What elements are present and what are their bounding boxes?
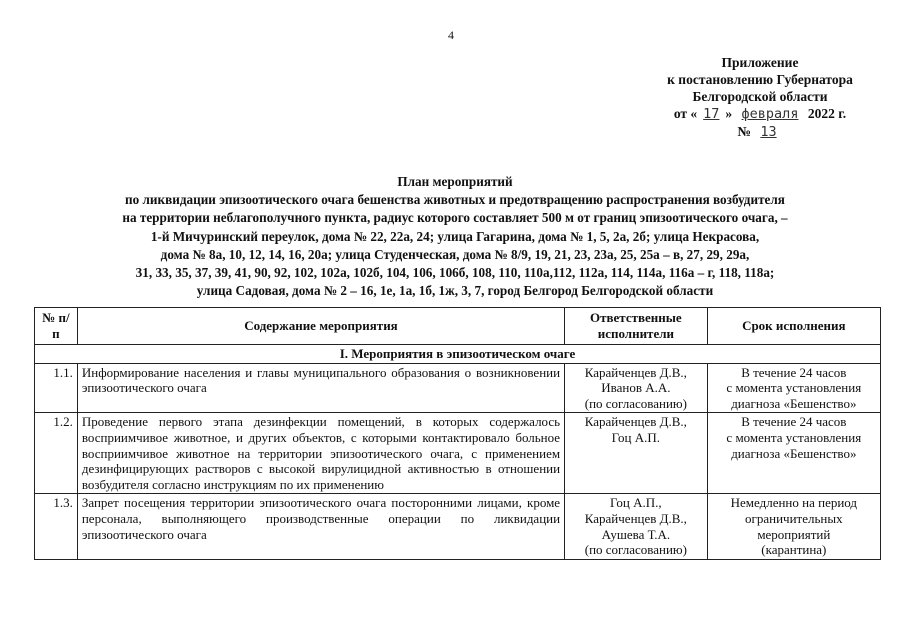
plan-title-line: по ликвидации эпизоотического очага бешенства животных и предотвращению распространения возбудителя xyxy=(125,192,785,208)
term-line: диагноза «Бешенство» xyxy=(731,445,857,461)
approval-number xyxy=(640,123,880,141)
term-line: (карантина) xyxy=(761,542,827,558)
responsible-line: (по согласованию) xyxy=(584,395,687,411)
responsible-line: Гоц А.П., xyxy=(610,495,662,511)
term-line: диагноза «Бешенство» xyxy=(731,395,857,411)
term-line: В течение 24 часов xyxy=(741,364,847,380)
number-value: 13 xyxy=(760,124,777,140)
section-row xyxy=(35,345,881,364)
table-header-row xyxy=(35,308,881,345)
responsible-line: Карайченцев Д.В., xyxy=(584,414,687,430)
responsible-line: Карайченцев Д.В., xyxy=(584,510,687,526)
row-num: 1.2. xyxy=(35,413,78,494)
row-content: Запрет посещения территории эпизоотического очага посторонними лицами, кроме персонала, выполняющего производственные операции по ликвидации эпизоотического очага xyxy=(77,494,564,559)
approval-block xyxy=(640,54,880,141)
number-prefix: № xyxy=(737,124,751,139)
row-num: 1.1. xyxy=(35,363,78,413)
plan-title-line: 1-й Мичуринский переулок, дома № 22, 22а, 24; улица Гагарина, дома № 1, 5, 2а, 2б; улица Некрасова, xyxy=(150,228,760,244)
term-line: мероприятий xyxy=(757,526,831,542)
approval-date xyxy=(640,105,880,123)
responsible-line: Аушева Т.А. xyxy=(601,526,671,542)
term-line: В течение 24 часов xyxy=(741,414,847,430)
header-num: № п/п xyxy=(35,308,78,345)
responsible-line: Иванов А.А. xyxy=(601,380,671,396)
plan-title-line: 31, 33, 35, 37, 39, 41, 90, 92, 102, 102а, 102б, 104, 106, 106б, 108, 110, 110а,112, 112а, 114, 114а, 116а – г, 118, 118а; xyxy=(135,265,775,281)
approval-line1: Приложение xyxy=(721,55,799,70)
header-term: Срок исполнения xyxy=(707,308,880,345)
date-prefix: от « xyxy=(673,106,698,121)
date-day: 17 xyxy=(703,106,720,122)
term-line: Немедленно на период xyxy=(730,495,858,511)
responsible-line: Гоц А.П. xyxy=(611,429,661,445)
plan-title-line: на территории неблагополучного пункта, радиус которого составляет 500 м от границ эпизоотического очага, – xyxy=(122,210,788,226)
date-year: 2022 г. xyxy=(807,106,847,121)
row-content: Проведение первого этапа дезинфекции помещений, в которых содержалось восприимчивое животное, и других объектов, с которыми контактировало больное восприимчивое животное на территории эпизоотического очага, с применением дезинфицирующих растворов с высокой вирулицидной активностью в отношении возбудителя согласно инструкциям по их применению xyxy=(77,413,564,494)
row-term xyxy=(707,494,880,559)
table-row xyxy=(35,494,881,559)
row-term xyxy=(707,363,880,413)
row-responsible xyxy=(565,494,708,559)
term-line: с момента установления xyxy=(726,429,862,445)
responsible-line: Карайченцев Д.В., xyxy=(584,364,687,380)
responsible-line: (по согласованию) xyxy=(584,542,687,558)
row-num: 1.3. xyxy=(35,494,78,559)
date-mid: » xyxy=(725,106,733,121)
page-number: 4 xyxy=(448,28,454,42)
header-content: Содержание мероприятия xyxy=(77,308,564,345)
plan-table xyxy=(34,307,881,560)
plan-title xyxy=(40,173,870,300)
section-title: I. Мероприятия в эпизоотическом очаге xyxy=(35,345,881,364)
header-responsible: Ответственные исполнители xyxy=(565,308,708,345)
date-month: февраля xyxy=(741,106,799,122)
plan-title-line: дома № 8а, 10, 12, 14, 16, 20а; улица Студенческая, дома № 8/9, 19, 21, 23, 23а, 25, 25а – в, 27, 29, 29а, xyxy=(160,246,750,262)
table-row xyxy=(35,413,881,494)
row-term xyxy=(707,413,880,494)
plan-title-line: улица Садовая, дома № 2 – 16, 1е, 1а, 1б, 1ж, 3, 7, город Белгород Белгородской области xyxy=(196,283,714,299)
term-line: ограничительных xyxy=(745,510,843,526)
row-content: Информирование населения и главы муниципального образования о возникновении эпизоотического очага xyxy=(77,363,564,413)
row-responsible xyxy=(565,413,708,494)
approval-line2: к постановлению Губернатора xyxy=(667,72,853,87)
plan-heading: План мероприятий xyxy=(397,174,513,189)
approval-line3: Белгородской области xyxy=(692,89,828,104)
term-line: с момента установления xyxy=(726,380,862,396)
row-responsible xyxy=(565,363,708,413)
table-row xyxy=(35,363,881,413)
